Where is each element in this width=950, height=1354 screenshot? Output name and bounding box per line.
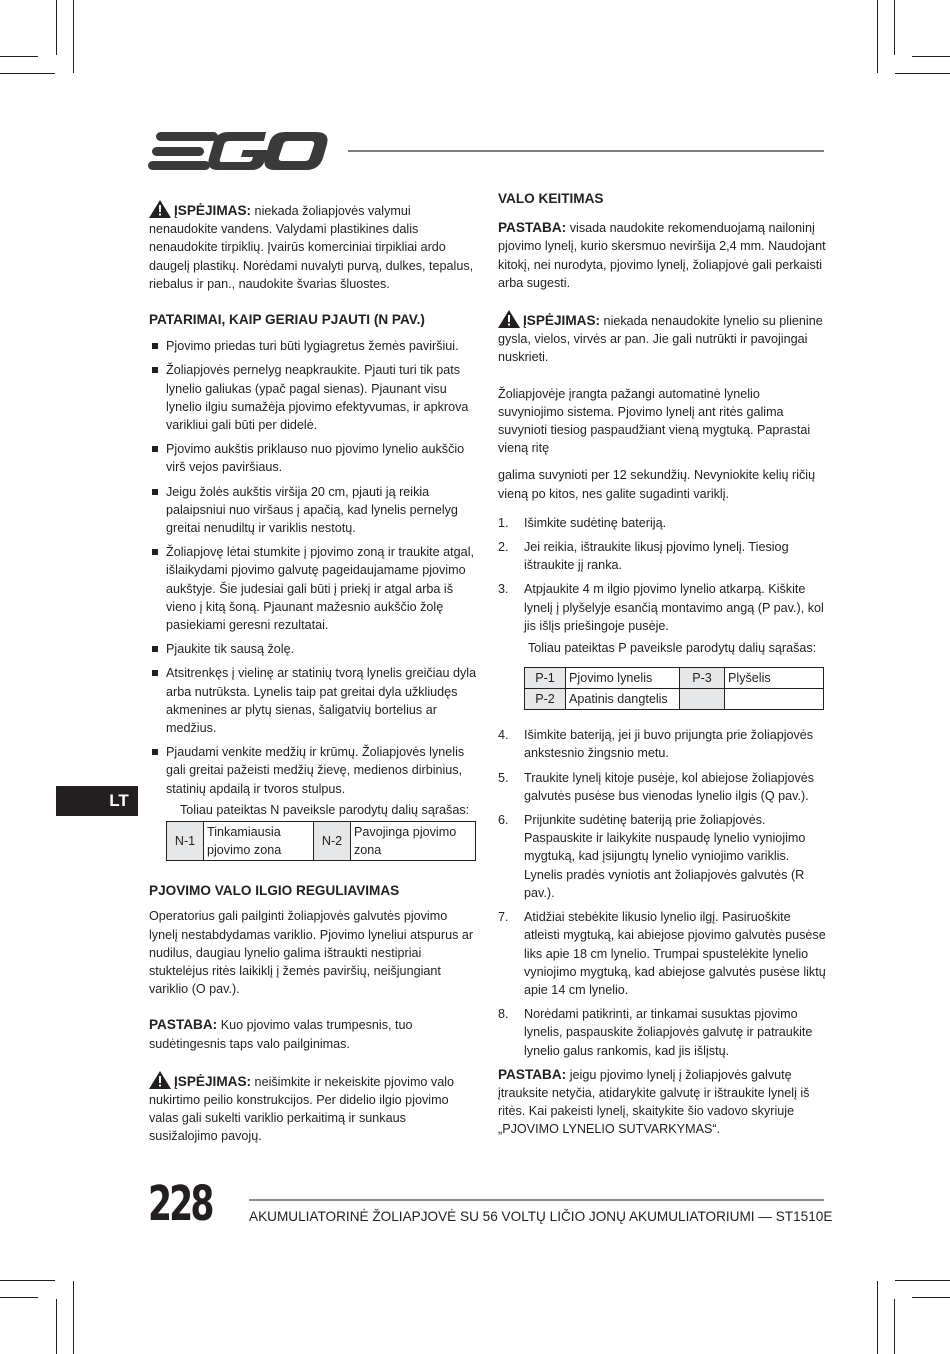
- part-code: N-1: [167, 822, 204, 861]
- part-name: [725, 689, 824, 710]
- language-tab-label: LT: [109, 791, 129, 810]
- step-text: Jei reikia, ištraukite likusį pjovimo lynelį. Tiesiog ištraukite jį ranka.: [524, 540, 789, 573]
- step-text: Atidžiai stebėkite likusio lynelio ilgį. Pasiruoškite atleisti mygtuką, kai abiejose pjovimo galvutės pusėse liks apie 18 cm lynelio. Trumpai spustelėkite lynelio vyniojimo mygtuką, kad abiejose galvutės pusėse liktų apie 14 cm lynelio.: [524, 910, 826, 997]
- note-text: visada naudokite rekomenduojamą nailoninį pjovimo lynelį, kurio skersmuo neviršija 2,4 mm. Naudojant kitokį, nei nurodyta, pjovimo lynelį, žoliapjovė gali perkaisti arba sugesti.: [498, 221, 826, 290]
- step-text: Norėdami patikrinti, ar tinkamai susuktas pjovimo lynelis, paspauskite žoliapjovės galvutę ir patraukite lynelio galus rankomis, kad jis išlįstų.: [524, 1007, 813, 1058]
- body-paragraph: Žoliapjovėje įrangta pažangi automatinė lynelio suvyniojimo sistema. Pjovimo lynelį ant ritės galima suvynioti tiesiog paspaudžiant vieną mygtuką. Paprastai vieną ritę: [498, 386, 811, 456]
- step-number: 8.: [498, 1007, 509, 1022]
- step-number: 5.: [498, 770, 509, 785]
- crop-mark: [877, 0, 878, 73]
- list-item: Jeigu žolės aukštis viršija 20 cm, pjauti ją reikia palaipsniui nuo viršaus į apačią, kad lynelis pernelyg greitai nenudiltų ir variklis nestotų.: [149, 483, 477, 538]
- note-text: Kuo pjovimo valas trumpesnis, tuo sudėtingesnis taps valo pailginimas.: [149, 1018, 413, 1051]
- part-code: [680, 689, 725, 710]
- table-row: [167, 822, 476, 861]
- steps-list: [498, 726, 826, 1059]
- part-name: Pavojinga pjovimo zona: [351, 822, 476, 861]
- step-text: Išimkite bateriją, jei ji buvo prijungta prie žoliapjovės ankstesnio žingsnio metu.: [524, 728, 814, 761]
- ego-logo: [148, 128, 333, 174]
- table-row: [525, 668, 824, 689]
- step-number: 7.: [498, 910, 509, 925]
- length-heading: PJOVIMO VALO ILGIO REGULIAVIMAS: [149, 883, 400, 899]
- step-number: 6.: [498, 813, 509, 828]
- crop-mark: [895, 1280, 950, 1281]
- p-parts-table: [524, 667, 824, 710]
- part-name: Plyšelis: [725, 668, 824, 689]
- footer-rule: [249, 1199, 824, 1201]
- crop-mark: [56, 1299, 57, 1354]
- note-label: PASTABA:: [498, 1066, 567, 1082]
- note-paragraph: [498, 219, 826, 292]
- step-text: Išimkite sudėtinę bateriją.: [524, 515, 667, 530]
- list-item: [498, 811, 826, 902]
- warning-triangle-icon: [498, 310, 520, 328]
- crop-mark: [73, 0, 74, 73]
- list-item: Pjaudami venkite medžių ir krūmų. Žoliapjovės lynelis gali greitai pažeisti medžių žievę, medienos dirbinius, statinių apdailą ir tvoros stulpus.: [149, 743, 477, 798]
- step-number: 1.: [498, 515, 509, 530]
- part-code: P-1: [525, 668, 566, 689]
- list-item: [498, 769, 826, 805]
- length-paragraph: Operatorius gali pailginti žoliapjovės galvutės pjovimo lynelį nestabdydamas variklio. Pjovimo lyneliui atspurus ar nudilus, daugiau lynelio galima ištraukti nestipriai stuktelėjus ritės laikiklį į žemės paviršių, neišjungiant variklio (O pav.).: [149, 909, 474, 997]
- list-item: [498, 1005, 826, 1060]
- part-name: Tinkamiausia pjovimo zona: [204, 822, 314, 861]
- step-text: Traukite lynelį kitoje pusėje, kol abiejose žoliapjovės galvutės pusėse bus vienodas lynelio ilgis (Q pav.).: [524, 770, 815, 803]
- page-number: 228: [148, 1176, 212, 1232]
- table-row: [525, 689, 824, 710]
- right-column: [498, 190, 826, 1139]
- list-item: [498, 580, 826, 635]
- list-item: [498, 726, 826, 762]
- step-number: 2.: [498, 540, 509, 555]
- crop-mark: [912, 1297, 950, 1298]
- warning-label: ĮSPĖJIMAS:: [174, 203, 252, 218]
- left-column: [149, 200, 477, 1146]
- tips-heading: PATARIMAI, KAIP GERIAU PJAUTI (N PAV.): [149, 312, 425, 328]
- part-name: Pjovimo lynelis: [566, 668, 680, 689]
- crop-mark: [0, 1280, 55, 1281]
- warning-label: ĮSPĖJIMAS:: [174, 1073, 252, 1089]
- list-item: Pjaukite tik sausą žolę.: [149, 640, 477, 658]
- warning-text: niekada žoliapjovės valymui nenaudokite vandens. Valydami plastikines dalis nenaudokite tirpiklių. Įvairūs komerciniai tirpikliai ardo daugelį plastikų. Norėdami nuvalyti purvą, dulkes, tepalus, riebalus ir pan., naudokite švarias šluostes.: [149, 204, 474, 291]
- crop-mark: [894, 0, 895, 55]
- part-code: N-2: [314, 822, 351, 861]
- n-parts-table: [166, 821, 476, 861]
- warning-paragraph: [498, 310, 826, 367]
- crop-mark: [895, 73, 950, 74]
- p-table-caption: Toliau pateiktas P paveiksle parodytų dalių sąrašas:: [528, 641, 817, 656]
- warning-text: niekada nenaudokite lynelio su plienine gysla, vielos, virvės ar pan. Jie gali nutrūkti ir pavojingai nuskrieti.: [498, 314, 823, 365]
- warning-triangle-icon: [149, 200, 171, 218]
- part-code: P-3: [680, 668, 725, 689]
- note-label: PASTABA:: [149, 1017, 218, 1033]
- warning-triangle-icon: [149, 1071, 171, 1089]
- list-item: Žoliapjovę lėtai stumkite į pjovimo zoną ir traukite atgal, išlaikydami pjovimo galvutę pageidaujamame pjovimo aukštyje. Šie judesiai gali būti į priekį ir atgal arba iš vieno į kitą šoną. Pjaunant mažesnio aukščio žolę pasiekiami geresni rezultatai.: [149, 543, 477, 634]
- step-number: 3.: [498, 582, 509, 597]
- crop-mark: [894, 1299, 895, 1354]
- part-code: P-2: [525, 689, 566, 710]
- crop-mark: [877, 1281, 878, 1354]
- step-text: Prijunkite sudėtinę bateriją prie žoliapjovės. Paspauskite ir laikykite nuspaudę lynelio vyniojimo mygtuką, kad įsijungtų lynelio vyniojimo variklis. Lynelis pradės vyniotis ant žoliapjovės galvutės (R pav.).: [524, 813, 806, 900]
- replace-heading: VALO KEITIMAS: [498, 191, 604, 206]
- warning-text: neišimkite ir nekeiskite pjovimo valo nukirtimo peilio konstrukcijos. Per didelio ilgio pjovimo valas gali sukelti variklio perkaitimą ir sunkaus susižalojimo pavojų.: [149, 1074, 455, 1144]
- header-rule: [348, 150, 824, 152]
- list-item: [498, 514, 826, 532]
- list-item: Pjovimo aukštis priklauso nuo pjovimo lynelio aukščio virš vejos paviršiaus.: [149, 440, 477, 476]
- n-table-caption: Toliau pateiktas N paveiksle parodytų dalių sąrašas:: [180, 802, 470, 817]
- crop-mark: [0, 56, 38, 57]
- list-item: Atsitrenkęs į vielinę ar statinių tvorą lynelis greičiau dyla arba nutrūksta. Lynelis taip pat greitai dyla užkliudęs akmenines ar plytų sienas, šaligatvių bortelius ar medžius.: [149, 664, 477, 737]
- list-item: [498, 538, 826, 574]
- list-item: Pjovimo priedas turi būti lygiagretus žemės paviršiui.: [149, 337, 477, 355]
- warning-paragraph: [149, 200, 477, 293]
- warning-label: ĮSPĖJIMAS:: [523, 313, 601, 329]
- language-tab: [56, 786, 138, 816]
- list-item: [498, 908, 826, 999]
- tips-list: [149, 337, 477, 798]
- list-item: Žoliapjovės pernelyg neapkraukite. Pjauti turi tik pats lynelio galiukas (ypač pagal sienas). Pjaunant visu lynelio ilgiu sumažėja pjovimo efektyvumas, ir apkrova varikliui gali būti per didelė.: [149, 361, 477, 434]
- body-paragraph: galima suvynioti per 12 sekundžių. Nevyniokite kelių ričių vieną po kitos, nes galite sugadinti variklį.: [498, 468, 816, 501]
- footer-title: AKUMULIATORINĖ ŽOLIAPJOVĖ SU 56 VOLTŲ LIČIO JONŲ AKUMULIATORIUMI — ST1510E: [249, 1209, 833, 1224]
- step-text: Atpjaukite 4 m ilgio pjovimo lynelio atkarpą. Kiškite lynelį į plyšelyje esančią montavimo angą (P pav.), kol jis išlįs priešingoje pusėje.: [524, 582, 824, 633]
- crop-mark: [73, 1281, 74, 1354]
- step-number: 4.: [498, 728, 509, 743]
- crop-mark: [56, 0, 57, 55]
- note-label: PASTABA:: [498, 220, 567, 236]
- part-name: Apatinis dangtelis: [566, 689, 680, 710]
- steps-list: [498, 514, 826, 635]
- note-paragraph: [149, 1016, 477, 1052]
- warning-paragraph: [149, 1071, 477, 1146]
- note-text: jeigu pjovimo lynelį į žoliapjovės galvutę įtrauksite netyčia, atidarykite galvutę ir ištraukite lynelį iš ritės. Kai pakeisti lynelį, skaitykite šio vadovo skyriuje „PJOVIMO LYNELIO SUTVARKYMAS“.: [498, 1067, 810, 1137]
- crop-mark: [0, 1297, 38, 1298]
- note-paragraph: [498, 1066, 826, 1139]
- crop-mark: [912, 56, 950, 57]
- crop-mark: [0, 73, 55, 74]
